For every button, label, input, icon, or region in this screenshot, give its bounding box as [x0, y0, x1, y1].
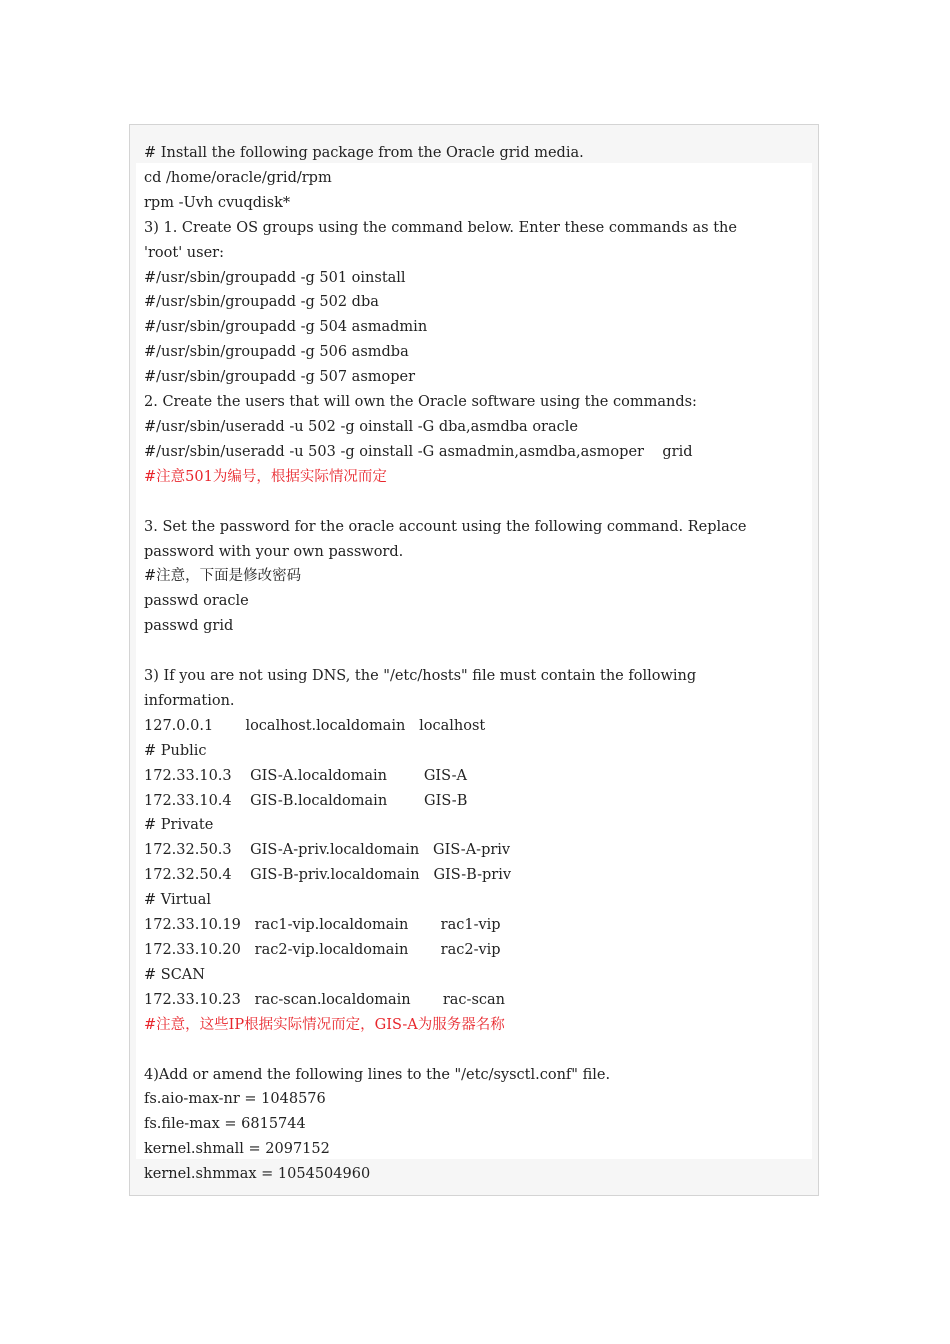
blank-line [144, 639, 814, 664]
code-block [129, 124, 819, 1196]
code-line: cd /home/oracle/grid/rpm [144, 169, 332, 186]
code-line: 172.32.50.3 GIS-A-priv.localdomain GIS-A-priv [144, 842, 511, 859]
code-line: information. [144, 692, 235, 709]
code-line: passwd oracle [144, 593, 249, 610]
code-line: 2. Create the users that will own the Oracle software using the commands: [144, 394, 697, 411]
code-line: passwd grid [144, 618, 234, 635]
code-line: #/usr/sbin/groupadd -g 501 oinstall [144, 269, 406, 286]
code-line: 127.0.0.1 localhost.localdomain localhost [144, 717, 486, 734]
code-line: # Private [144, 817, 214, 834]
code-line: 3) If you are not using DNS, the "/etc/hosts" file must contain the following [144, 668, 697, 685]
code-line: #/usr/sbin/groupadd -g 507 asmoper [144, 369, 416, 386]
code-line: #注意，下面是修改密码 [144, 568, 302, 585]
code-line: fs.aio-max-nr = 1048576 [144, 1091, 326, 1108]
code-line: #/usr/sbin/groupadd -g 506 asmdba [144, 344, 409, 361]
code-line: rpm -Uvh cvuqdisk* [144, 194, 291, 211]
code-line: #/usr/sbin/useradd -u 502 -g oinstall -G dba,asmdba oracle [144, 418, 578, 435]
note-line: #注意，这些IP根据实际情况而定，GIS-A为服务器名称 [144, 1016, 505, 1033]
code-line: 4)Add or amend the following lines to the "/etc/sysctl.conf" file. [144, 1066, 611, 1083]
code-line: password with your own password. [144, 543, 404, 560]
code-line: #/usr/sbin/groupadd -g 504 asmadmin [144, 319, 428, 336]
code-line: # Public [144, 742, 207, 759]
code-line: kernel.shmall = 2097152 [144, 1141, 330, 1158]
code-line: # Install the following package from the Oracle grid media. [144, 145, 584, 161]
code-line: 172.33.10.3 GIS-A.localdomain GIS-A [144, 767, 467, 784]
code-line: 172.32.50.4 GIS-B-priv.localdomain GIS-B-priv [144, 867, 512, 884]
blank-line [144, 1038, 814, 1063]
code-line: #/usr/sbin/groupadd -g 502 dba [144, 294, 379, 311]
code-line: #/usr/sbin/useradd -u 503 -g oinstall -G asmadmin,asmdba,asmoper grid [144, 443, 693, 460]
code-line: 172.33.10.4 GIS-B.localdomain GIS-B [144, 792, 468, 809]
blank-line [144, 490, 814, 515]
code-line: 3. Set the password for the oracle account using the following command. Replace [144, 518, 747, 535]
code-line: kernel.shmmax = 1054504960 [144, 1166, 371, 1183]
code-line: 172.33.10.23 rac-scan.localdomain rac-scan [144, 991, 505, 1008]
code-line: # SCAN [144, 966, 205, 983]
code-line: # Virtual [144, 892, 211, 909]
code-line: fs.file-max = 6815744 [144, 1116, 306, 1133]
code-line: 'root' user: [144, 244, 224, 261]
code-lines [144, 141, 814, 1187]
code-line: 3) 1. Create OS groups using the command below. Enter these commands as the [144, 219, 737, 236]
note-line: #注意501为编号，根据实际情况而定 [144, 468, 387, 485]
code-line: 172.33.10.19 rac1-vip.localdomain rac1-vip [144, 917, 501, 934]
code-line: 172.33.10.20 rac2-vip.localdomain rac2-vip [144, 942, 501, 958]
